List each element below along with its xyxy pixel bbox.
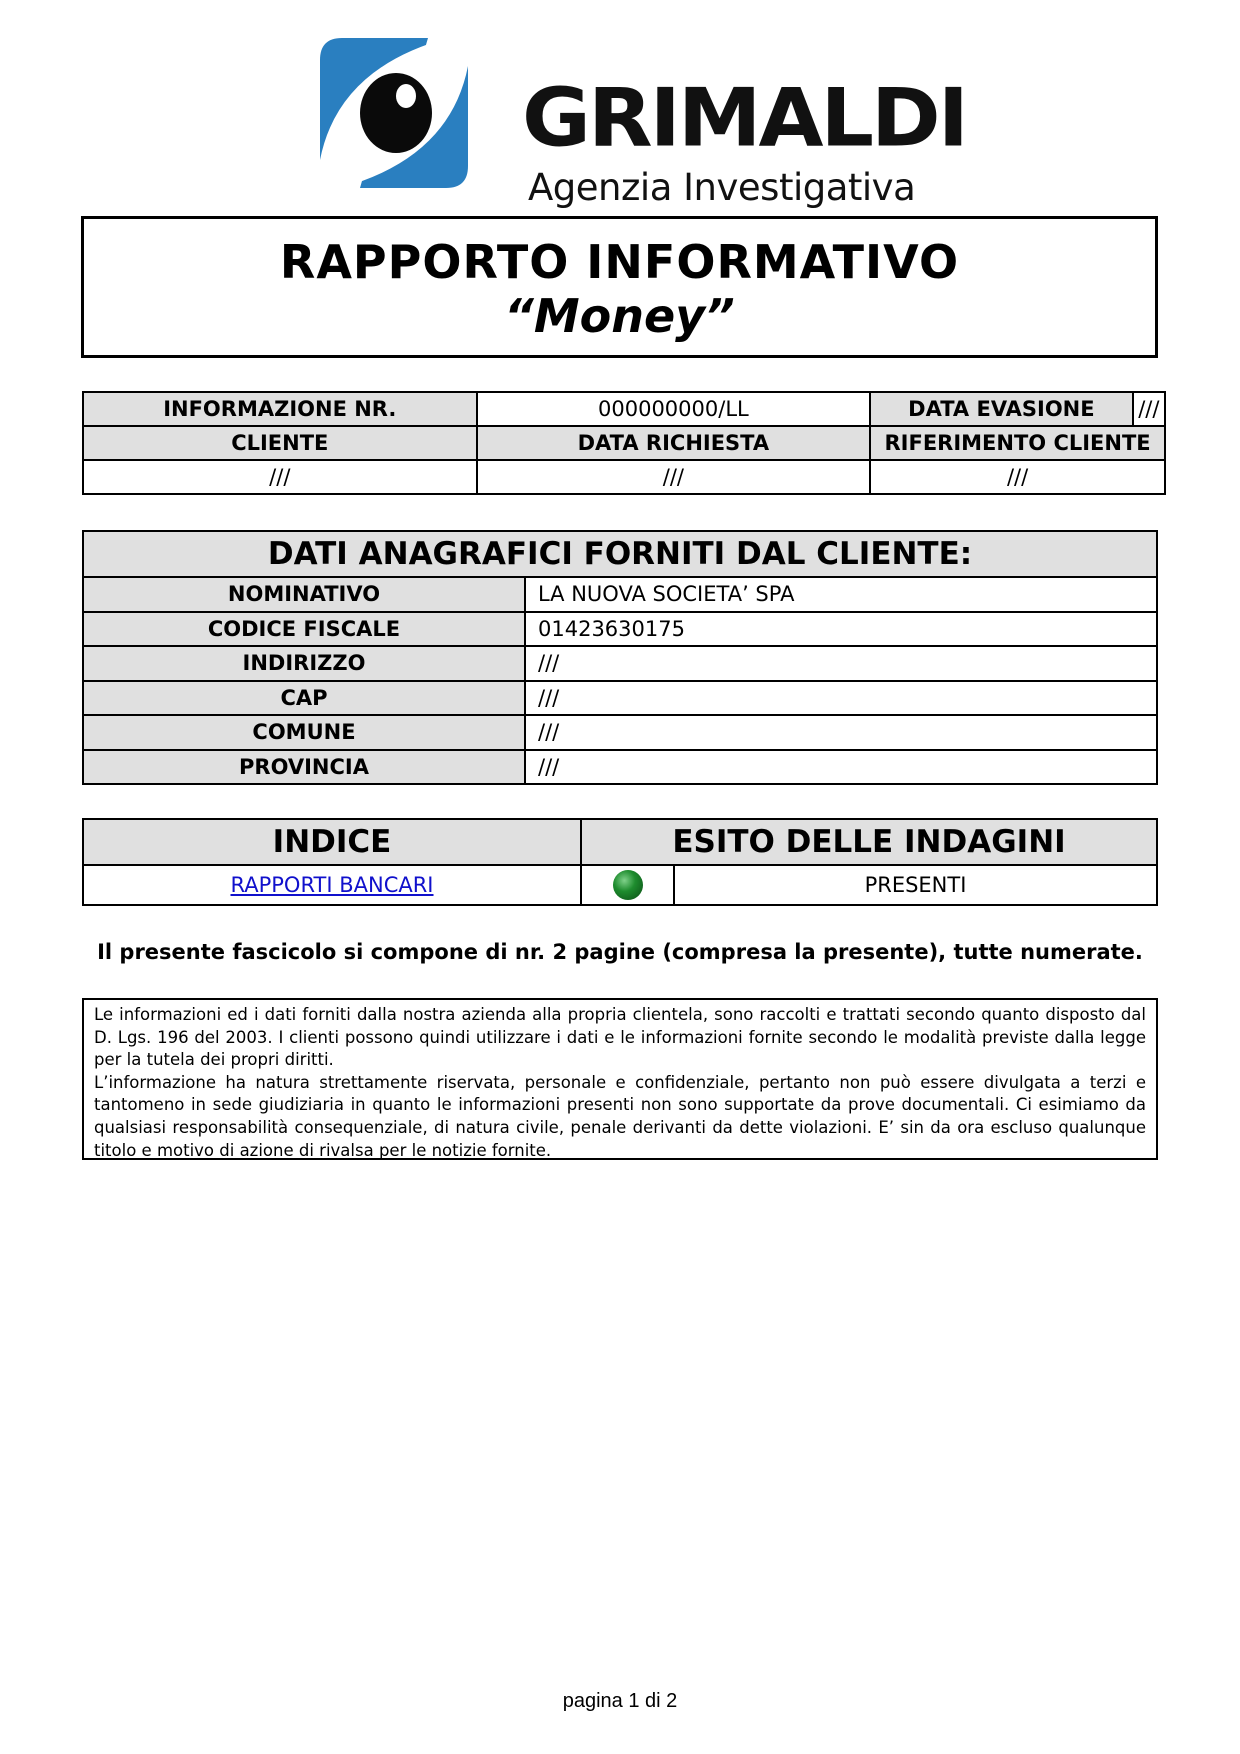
anagrafica-label: CODICE FISCALE [83,612,525,647]
riferimento-cliente-label: RIFERIMENTO CLIENTE [870,426,1165,460]
anagrafica-label: INDIRIZZO [83,646,525,681]
data-evasione-label: DATA EVASIONE [870,392,1132,426]
page-count-note: Il presente fascicolo si compone di nr. 2 pagine (compresa la presente), tutte numerate. [97,940,1143,964]
disclaimer-paragraph: Le informazioni ed i dati forniti dalla nostra azienda alla propria clientela, sono raccolti e trattati secondo quanto disposto dal D. Lgs. 196 del 2003. I clienti possono quindi utilizzare i dati e le informazioni fornite secondo le modalità previste dalla legge per la tutela dei propri diritti. [94,1005,1146,1070]
data-richiesta-value: /// [477,460,871,494]
report-info-table [82,391,1166,495]
report-title: RAPPORTO INFORMATIVO [279,235,960,289]
data-richiesta-label: DATA RICHIESTA [477,426,871,460]
anagrafica-label: NOMINATIVO [83,577,525,612]
disclaimer-paragraph: L’informazione ha natura strettamente riservata, personale e confidenziale, pertanto non può essere divulgata a terzi e tantomeno in sede giudiziaria in quanto le informazioni presenti non sono supportate da prove documentali. Ci esimiamo da qualsiasi responsabilità consequenziale, di natura civile, penale derivanti da dette violazioni. E’ sin da ora escluso qualunque titolo e motivo di azione di rivalsa per le notizie fornite. [94,1072,1146,1160]
index-link-cell [83,865,581,905]
agency-logo [320,38,966,209]
anagrafica-value: /// [525,681,1157,716]
anagrafica-value: 01423630175 [525,612,1157,647]
anagrafica-table [82,530,1158,785]
cliente-label: CLIENTE [83,426,477,460]
anagrafica-title: DATI ANAGRAFICI FORNITI DAL CLIENTE: [83,531,1157,577]
rapporti-bancari-link[interactable]: RAPPORTI BANCARI [230,873,434,897]
informazione-label: INFORMAZIONE NR. [83,392,477,426]
indice-header: INDICE [83,819,581,865]
index-row [83,865,1157,905]
brand-name: GRIMALDI [522,71,966,165]
anagrafica-value: /// [525,750,1157,785]
index-table [82,818,1158,906]
privacy-disclaimer [82,998,1158,1160]
riferimento-cliente-value: /// [870,460,1165,494]
report-title-box [81,216,1158,358]
page-number: pagina 1 di 2 [562,1690,678,1712]
anagrafica-value: LA NUOVA SOCIETA’ SPA [525,577,1157,612]
green-dot-icon [613,870,643,900]
eye-logo-icon [320,38,468,188]
anagrafica-value: /// [525,646,1157,681]
anagrafica-label: CAP [83,681,525,716]
status-cell [581,865,674,905]
esito-value: PRESENTI [674,865,1157,905]
informazione-value: 000000000/LL [477,392,871,426]
brand-subtitle: Agenzia Investigativa [528,166,916,209]
anagrafica-label: PROVINCIA [83,750,525,785]
esito-header: ESITO DELLE INDAGINI [581,819,1157,865]
anagrafica-label: COMUNE [83,715,525,750]
data-evasione-value: /// [1133,392,1165,426]
report-subtitle: “Money” [504,289,735,343]
anagrafica-value: /// [525,715,1157,750]
cliente-value: /// [83,460,477,494]
